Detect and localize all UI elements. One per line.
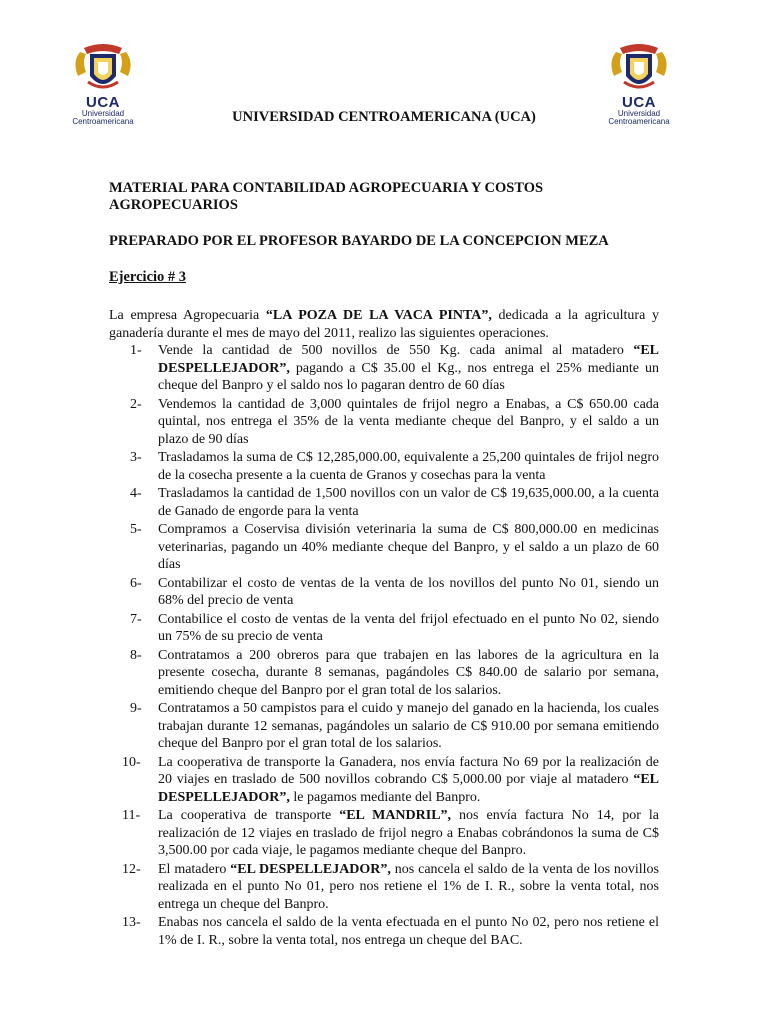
operation-item [109,449,659,484]
operation-number: 12- [122,861,141,877]
operation-item [109,754,659,807]
operation-text: Trasladamos la suma de C$ 12,285,000.00, equivalente a 25,200 quintales de frijol negro de la cosecha presente a la cuenta de Granos y cosechas para la venta [158,450,659,483]
operation-text: La cooperativa de transporte la Ganadera, nos envía factura No 69 por la realización de 20 viajes en traslado de 500 novillos cobrando C$ 5,000.00 por viaje al matadero [158,754,659,787]
operation-item [109,342,659,395]
operation-number: 4- [130,486,142,501]
operation-text: le pagamos mediante del Banpro. [289,789,481,805]
crest-icon [62,42,144,96]
operation-number: 13- [122,915,141,930]
document-title: MATERIAL PARA CONTABILIDAD AGROPECUARIA Y COSTOS AGROPECUARIOS [109,180,544,213]
operation-item [109,914,659,949]
operation-item [109,396,659,449]
logo-text-universidad: Universidad [617,109,661,118]
logo-text-centroamericana: Centroamericana [608,117,670,126]
operation-item [109,861,659,914]
operation-text: pagando a C$ 35.00 el Kg., nos entrega el 25% mediante un cheque del Banpro y el saldo nos lo pagaran dentro de 60 días [158,360,659,393]
operation-number: 10- [122,754,141,770]
operation-text: Trasladamos la cantidad de 1,500 novillos con un valor de C$ 19,635,000.00, a la cuenta de Ganado de engorde para la venta [158,486,659,519]
operation-number: 9- [130,701,142,716]
crest-icon [598,42,680,96]
operation-emphasis: “EL DESPELLEJADOR”, [230,861,391,877]
logo-text-uca: UCA [86,94,120,111]
operation-number: 5- [130,522,142,537]
operation-text: Compramos a Coservisa división veterinaria la suma de C$ 800,000.00 en medicinas veterinarias, pagando un 40% mediante cheque del Banpro, y el saldo a un plazo de 60 días [158,522,659,572]
operation-text: Contratamos a 50 campistos para el cuido y manejo del ganado en la hacienda, los cuales trabajan durante 12 semanas, pagándoles un salario de C$ 910.00 por semana emitiendo cheque del Banpro por el gran total de los salarios. [158,701,659,751]
operation-text: La cooperativa de transporte [158,808,340,823]
operation-text: Enabas nos cancela el saldo de la venta efectuada en el punto No 02, pero nos retiene el 1% de I. R., sobre la venta total, nos entrega un cheque del BAC. [158,915,659,948]
operation-text: nos cancela el saldo de la venta de los novillos realizada en el punto No 01, pero nos retiene el 1% de I. R., sobre la venta total, nos entrega un cheque del Banpro. [158,861,660,912]
operation-number: 3- [130,450,142,465]
operation-text: Contratamos a 200 obreros para que trabajen en las labores de la agricultura en la presente cosecha, durante 8 semanas, pagándoles C$ 840.00 de salario por semana, emitiendo cheque del Banpro por el gran total de los salarios. [158,647,659,698]
company-name: “LA POZA DE LA VACA PINTA”, [265,308,492,323]
operation-number: 8- [130,647,142,663]
operation-item [109,700,659,753]
logo-text-centroamericana: Centroamericana [72,117,134,126]
operation-item [109,611,659,646]
operation-number: 2- [130,396,142,412]
prepared-by: PREPARADO POR EL PROFESOR BAYARDO DE LA CONCEPCION MEZA [109,233,609,249]
operation-text: Contabilizar el costo de ventas de la venta de los novillos del punto No 01, siendo un 68% del precio de venta [158,575,659,608]
operation-emphasis: “EL MANDRIL”, [339,808,452,823]
operation-number: 11- [122,808,141,823]
logo-text-uca: UCA [622,94,656,111]
operation-number: 6- [130,575,142,591]
operation-item [109,807,659,860]
operation-text: El matadero [158,861,231,877]
operation-item [109,647,659,700]
operation-number: 7- [130,611,142,627]
operation-text: nos envía factura No 14, por la realización de 12 viajes en traslado de frijol negro a Enabas cobrándonos la suma de C$ 3,500.00 por cada viaje, le pagamos mediante cheque del Banpro. [158,808,659,858]
document-body [109,180,659,950]
operation-text: Vendemos la cantidad de 3,000 quintales de frijol negro a Enabas, a C$ 650.00 cada quintal, nos entrega el 35% de la venta mediante cheque del Banpro, y el saldo a un plazo de 90 días [158,396,659,447]
operation-item [109,485,659,520]
operation-item [109,521,659,574]
operation-text: Contabilice el costo de ventas de la venta del frijol efectuado en el punto No 02, siendo un 75% de su precio de venta [158,611,659,644]
exercise-heading: Ejercicio # 3 [109,269,187,285]
operation-text: Vende la cantidad de 500 novillos de 550 Kg. cada animal al matadero [158,343,634,358]
operations-list [109,342,659,949]
university-name: UNIVERSIDAD CENTROAMERICANA (UCA) [232,109,536,125]
logo-text-universidad: Universidad [81,109,125,118]
operation-emphasis: “EL DESPELLEJADOR”, [158,343,659,376]
intro-pre: La empresa Agropecuaria [109,308,266,323]
operation-item [109,575,659,610]
operation-emphasis: “EL DESPELLEJADOR”, [158,772,659,805]
operation-number: 1- [130,343,142,358]
intro-paragraph [109,307,659,342]
intro-post: dedicada a la agricultura y ganadería durante el mes de mayo del 2011, realizo las siguientes operaciones. [109,308,659,341]
